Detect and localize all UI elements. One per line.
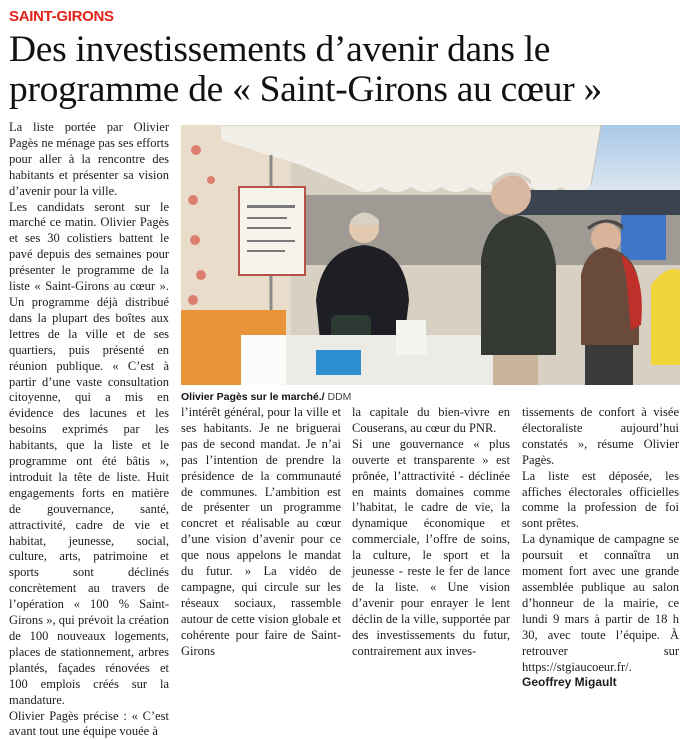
section-rubric: SAINT-GIRONS	[9, 8, 114, 25]
author-signature: Geoffrey Migault	[522, 675, 617, 690]
paragraph: La dynamique de campagne se poursuit et connaîtra un moment fort avec une grande assemblée publique au salon d’honneur de la mairie, ce lundi 9 mars à partir de 18 h 30, avec toute l’équipe. À retrouver sur https://stgiaucoeur.fr/.	[522, 532, 679, 674]
paragraph: La liste est déposée, les affiches électorales officielles comme la profession de foi sont prêtes.	[522, 468, 679, 531]
article-column-1	[9, 120, 169, 740]
article-photo	[181, 125, 680, 385]
paragraph: tissements de confort à visée électoraliste aujourd’hui constatés », résume Olivier Pagès.	[522, 405, 679, 467]
paragraph: Olivier Pagès précise : « C’est avant tout une équipe vouée à	[9, 708, 169, 739]
paragraph: La liste portée par Olivier Pagès ne ménage pas ses efforts pour aller à la rencontre des habitants et présenter sa vision d’avenir pour la ville.	[9, 120, 169, 198]
headline	[9, 30, 679, 110]
caption-text: Olivier Pagès sur le marché.	[181, 391, 322, 403]
paragraph: la capitale du bien-vivre en Couserans, au cœur du PNR.	[352, 405, 510, 435]
headline-line-2: programme de « Saint-Girons au cœur »	[9, 69, 602, 110]
article-column-4	[522, 405, 679, 691]
paragraph: Les candidats seront sur le marché ce matin. Olivier Pagès et ses 30 colistiers battent le pavé depuis des semaines pour présenter le programme de la liste « Saint-Girons au cœur ». Un programme déjà distribué dans la plupart des boîtes aux lettres de la ville et de ses quartiers, puis présenté en réunion publique. « C’est à partir d’une vaste consultation citoyenne, qui a mis en évidence des lacunes et les besoins exprimés par les habitants, que la liste et le programme ont été bâtis », introduit la tête de liste. Huit engagements forts en matière de gouvernance, santé, attractivité, cadre de vie et habitat, jeunesse, social, culture, arts, patrimoine et sports sont déclinés concrètement au travers de l’opération « 100 % Saint-Girons », qui prévoit la création de 100 nouveaux logements, places de stationnement, arbres plantés, façades rénovées et 100 emplois créés sur la mandature.	[9, 199, 169, 707]
article-column-3	[352, 405, 510, 660]
paragraph: Si une gouvernance « plus ouverte et transparente » est prônée, l’attractivité - déclinée en maints domaines comme l’habitat, le cadre de vie, la dynamique économique et commerciale, l’offre de soins, la culture, le sport et la jeunesse - reste le fer de lance de la liste. « Une vision d’avenir pour enrayer le lent déclin de la ville, supportée par des investissements du futur, contrairement aux inves-	[352, 436, 510, 658]
photo-caption	[181, 391, 351, 403]
caption-separator: /	[321, 391, 325, 403]
photo-credit: DDM	[327, 391, 352, 403]
paragraph: l’intérêt général, pour la ville et ses habitants. Je ne briguerai pas de second mandat. Je n’ai pas l’intention de prendre la présidence de la communauté de communes. L’ambition est de présenter un programme concret et réalisable au cœur d’une vision d’avenir pour ce que nous appelons le mandat du futur. » La vidéo de campagne, qui circule sur les réseaux sociaux, rassemble autour de cette vision globale et cohérente pour faire de Saint-Girons	[181, 405, 341, 658]
article-column-2	[181, 405, 341, 660]
headline-line-1: Des investissements d’avenir dans le	[9, 29, 551, 70]
market-photo-illustration	[181, 125, 680, 385]
